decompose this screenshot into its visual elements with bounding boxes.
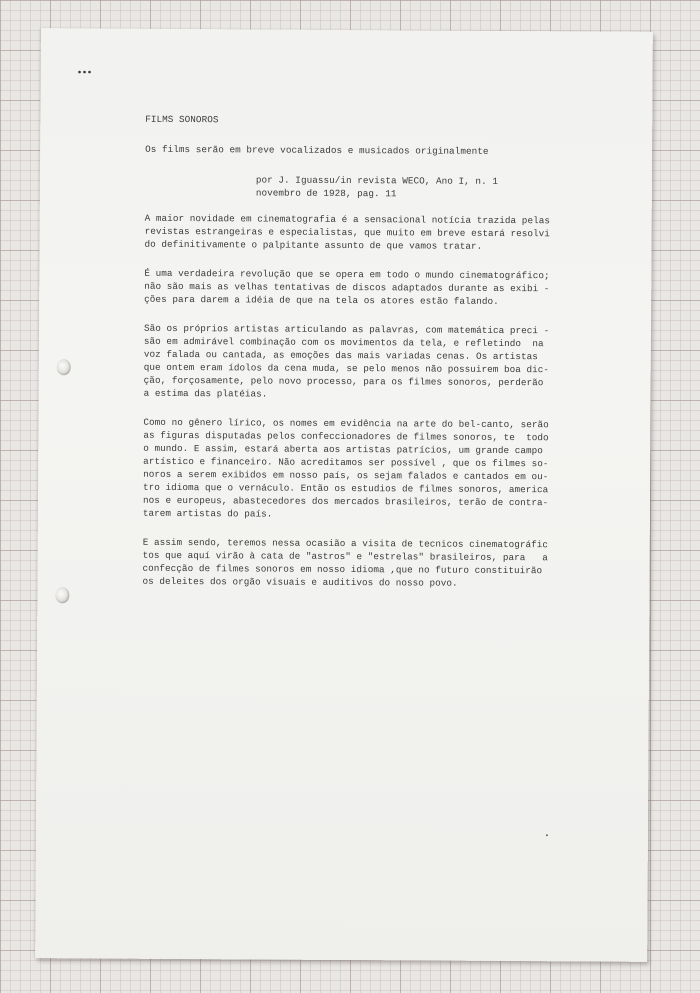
paragraph-3	[144, 322, 629, 403]
text-line: São os próprios artistas articulando as palavras, com matemática preci -	[143, 322, 550, 337]
text-line: Como no gênero lírico, os nomes em evidência na arte do bel-canto, serão	[143, 416, 549, 431]
text-line: ções para darem a idéia de que na tela os atores estão falando.	[144, 293, 499, 307]
text-line: revistas estrangeiras e especialistas, que muito em breve estará resolvi	[144, 225, 550, 240]
byline-line-1: por J. Iguassu/in revista WECO, Ano I, n. 1	[255, 174, 499, 187]
corner-mark: •••	[76, 68, 92, 80]
paper-speck	[546, 834, 548, 836]
text-line: voz falada ou cantada, as emoções das mais variadas cenas. Os artistas	[143, 348, 538, 363]
paragraph-5	[142, 536, 627, 591]
text-line: não são mais as velhas tentativas de discos adaptados durante as exibi -	[144, 280, 550, 295]
text-line: são em admirável combinação com os movimentos da tela, e refletindo na	[143, 335, 544, 350]
text-line: noros a serem exibidos em nosso país, os sejam falados e cantados em ou-	[143, 468, 549, 483]
paragraph-2	[144, 267, 629, 309]
text-line: nos e europeus, abastecedores dos mercados brasileiros, terão de contra-	[142, 494, 549, 509]
text-line: A maior novidade em cinematografia é a sensacional notícia trazida pelas	[144, 212, 551, 227]
punch-hole-bottom	[55, 587, 69, 603]
text-line: artístico e financeiro. Não acreditamos ser possível , que os filmes so-	[143, 455, 549, 470]
text-line: as figuras disputadas pelos confeccionadores de filmes sonoros, te todo	[143, 429, 549, 444]
text-line: os deleites dos orgão visuais e auditivos do nosso povo.	[142, 575, 458, 589]
text-line: tos que aquí virão à cata de "astros" e "estrelas" brasileiros, para a	[142, 549, 548, 564]
text-line: do definitivamente o palpitante assunto de que vamos tratar.	[144, 238, 483, 252]
paragraph-4	[143, 416, 629, 523]
text-line: que ontem eram ídolos da cena muda, se pelo menos não possuirem boa dic-	[143, 361, 550, 376]
typed-text	[142, 113, 630, 591]
byline-line-2: novembro de 1928, pag. 11	[255, 187, 397, 200]
text-line: o mundo. E assim, estará aberta aos artistas patrícios, um grande campo	[143, 442, 543, 457]
text-line: tarem artistas do país.	[142, 507, 273, 520]
text-line: confecção de filmes sonoros em nosso idioma ,que no futuro constituirão	[142, 562, 543, 577]
text-line: E assim sendo, teremos nessa ocasião a visita de tecnicos cinematográfic	[142, 536, 549, 551]
text-line: tro idioma que o vernáculo. Então os estudios de filmes sonoros, america	[143, 481, 549, 496]
text-line: a estima das platéias.	[143, 387, 268, 400]
punch-hole-top	[57, 359, 71, 375]
page-subtitle: Os films serão em breve vocalizados e musicados originalmente	[145, 143, 489, 157]
paragraph-1	[144, 212, 629, 254]
page-title: FILMS SONOROS	[145, 113, 219, 126]
text-line: É uma verdadeira revolução que se opera em todo o mundo cinematográfico;	[144, 267, 550, 282]
text-line: ção, forçosamente, pelo novo processo, para os filmes sonoros, perderão	[143, 374, 544, 389]
typed-page	[35, 28, 653, 962]
